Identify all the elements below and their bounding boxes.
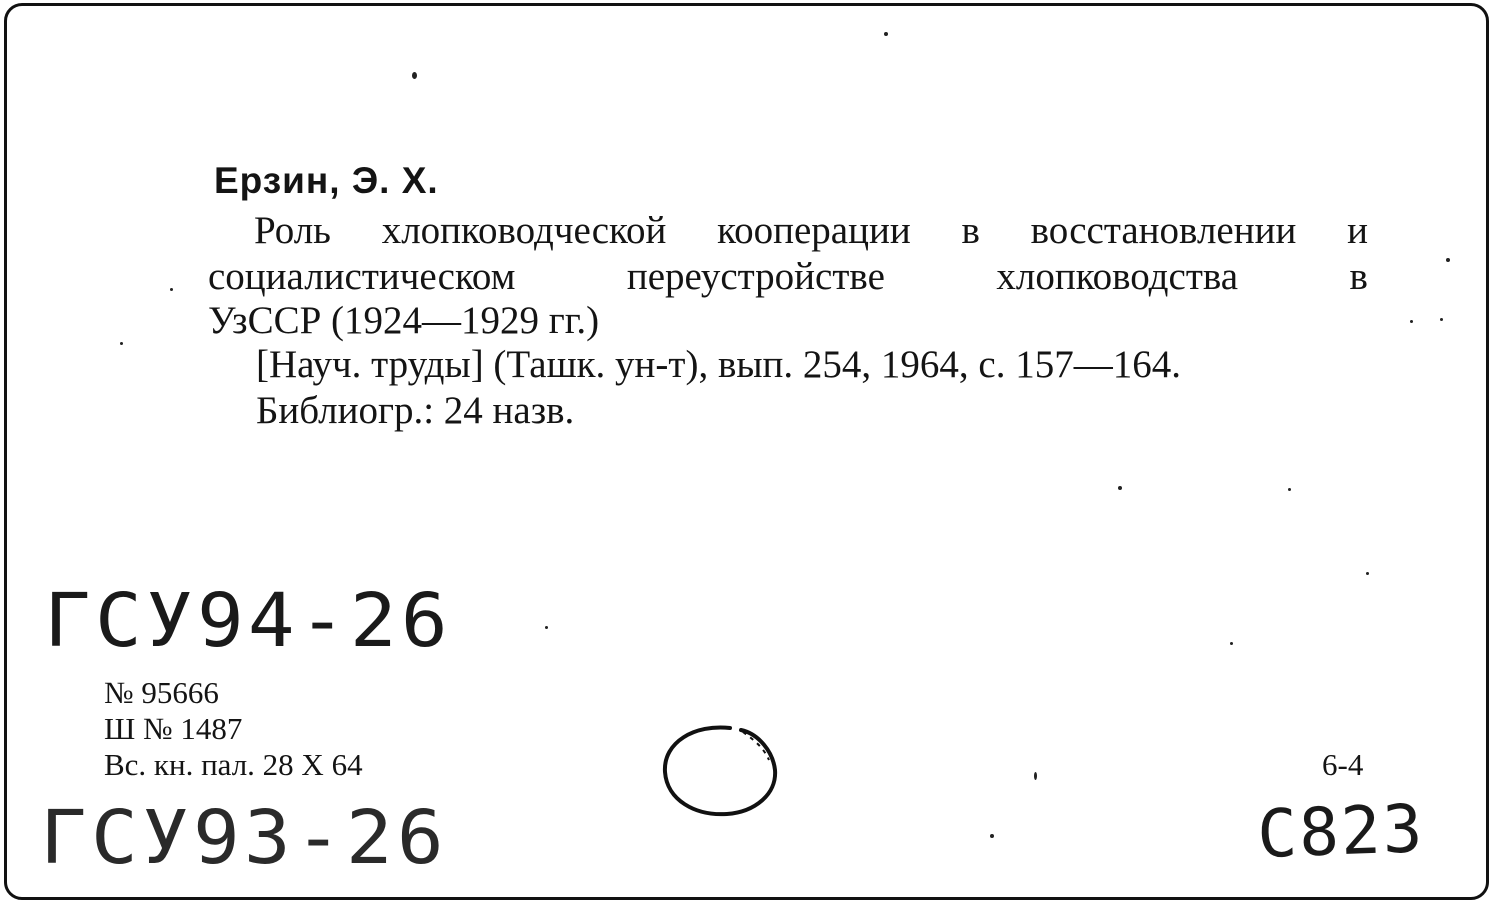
author-name: Ерзин, Э. Х. (214, 160, 439, 201)
bibliography-note: Библиогр.: 24 назв. (256, 389, 575, 432)
title-word: и (1347, 209, 1368, 252)
speck (1034, 772, 1037, 780)
title-word: хлопководства (996, 255, 1239, 298)
print-note: Вс. кн. пал. 28 X 64 (104, 747, 363, 782)
title-word: Роль (254, 209, 331, 252)
speck (1410, 320, 1413, 323)
title-line-2 (208, 254, 1368, 299)
speck (170, 288, 173, 291)
handwritten-code-1: ГСУ94-26 (44, 578, 452, 664)
title-word: переустройстве (626, 255, 885, 298)
index-code: 6-4 (1322, 747, 1364, 782)
speck (120, 342, 123, 345)
title-word: хлопководческой (381, 209, 667, 252)
title-word: восстановлении (1030, 209, 1297, 252)
handwritten-code-3: С823 (1256, 790, 1426, 873)
title-word: социалистическом (208, 255, 516, 298)
title-word: кооперации (717, 209, 911, 252)
title-word: в (961, 209, 980, 252)
speck (545, 626, 548, 629)
handwritten-code-2: ГСУ93-26 (40, 795, 448, 881)
speck (1118, 486, 1122, 490)
sh-number: Ш № 1487 (104, 711, 243, 746)
source-line: [Науч. труды] (Ташк. ун-т), вып. 254, 1964, с. 157—164. (256, 343, 1181, 386)
card-number: № 95666 (104, 675, 219, 710)
title-line-3: УзССР (1924—1929 гг.) (208, 299, 600, 342)
speck (1440, 318, 1443, 321)
speck (1446, 258, 1450, 262)
speck (412, 72, 417, 79)
speck (1366, 572, 1369, 575)
speck (990, 834, 994, 838)
title-line-1 (254, 208, 1368, 253)
speck (1288, 488, 1291, 491)
speck (884, 32, 888, 36)
title-word: в (1349, 255, 1368, 298)
speck (1230, 642, 1233, 645)
punch-hole-icon (655, 720, 795, 825)
